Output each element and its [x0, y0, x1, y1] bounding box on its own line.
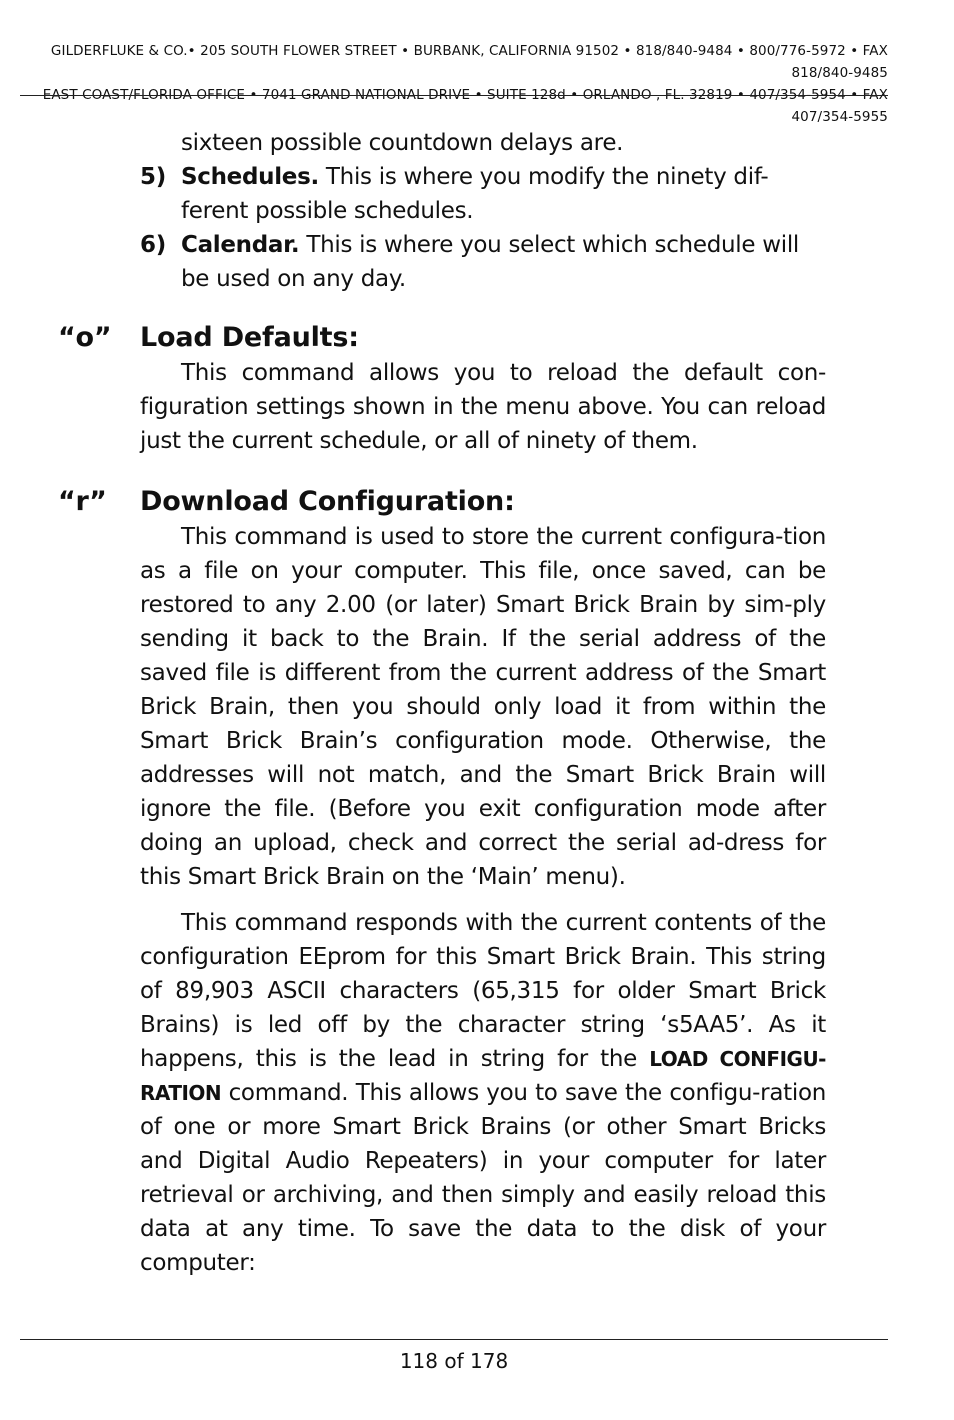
list-item-schedules — [140, 160, 826, 228]
load-defaults-description: This command allows you to reload the default con-figuration settings shown in the menu above. You can reload just the current schedule, or all of ninety of them. — [140, 360, 826, 454]
page-header — [20, 40, 888, 128]
command-name: LOAD CONFIGU-RATION — [140, 1047, 826, 1105]
paragraph-text: command. This allows you to save the configu-ration of one or more Smart Brick Brains (or other Smart Bricks and Digital Audio Repeaters) in your computer for later retrieval or archiving, and then simply and easily reload this data at any time. To save the data to the disk of your computer: — [140, 1080, 826, 1276]
header-line-2: EAST COAST/FLORIDA OFFICE • 7041 GRAND NATIONAL DRIVE • SUITE 128d • ORLANDO , FL. 32819 • 407/354-5954 • FAX 407/354-5955 — [42, 87, 888, 125]
list-item-calendar — [140, 228, 826, 296]
item-text: This is where you select which schedule will be used on any day. — [181, 232, 799, 292]
command-key: “r” — [58, 486, 107, 517]
continuation-text: sixteen possible countdown delays are. — [181, 130, 624, 156]
item-number: 5) — [140, 164, 166, 190]
section-heading-download-configuration — [58, 484, 826, 520]
download-config-paragraph-1: This command is used to store the current configura-tion as a file on your computer. This file, once saved, can be restored to any 2.00 (or later) Smart Brick Brain by sim-ply sending it back to the Brain. If the serial address of the saved file is different from the current address of the Smart Brick Brain, then you should only load it from within the Smart Brick Brain’s configuration mode. Otherwise, the addresses will not match, and the Smart Brick Brain will ignore the file. (Before you exit configuration mode after doing an upload, check and correct the serial ad-dress for this Smart Brick Brain on the ‘Main’ menu). — [140, 524, 826, 890]
footer-divider — [20, 1339, 888, 1340]
item-term: Calendar. — [181, 232, 300, 258]
header-divider — [20, 95, 888, 96]
item-term: Schedules. — [181, 164, 319, 190]
section-title: Download Configuration: — [140, 486, 515, 517]
download-config-paragraph-2 — [140, 906, 826, 1280]
section-heading-load-defaults — [58, 320, 826, 356]
command-key: “o” — [58, 322, 112, 353]
page-body — [58, 126, 826, 1280]
item-text: This is where you modify the ninety dif-ferent possible schedules. — [181, 164, 769, 224]
page-number: 118 of 178 — [399, 1349, 509, 1373]
paragraph-text: This command responds with the current contents of the configuration EEprom for this Smart Brick Brain. This string of 89,903 ASCII characters (65,315 for older Smart Brick Brains) is led off by the character string ‘s5AA5’. As it happens, this is the lead in string for the — [140, 910, 826, 1072]
item-number: 6) — [140, 232, 166, 258]
header-line-1: GILDERFLUKE & CO.• 205 SOUTH FLOWER STREET • BURBANK, CALIFORNIA 91502 • 818/840-9484 • 800/776-5972 • FAX 818/840-9485 — [50, 43, 888, 81]
section-title: Load Defaults: — [140, 322, 359, 353]
